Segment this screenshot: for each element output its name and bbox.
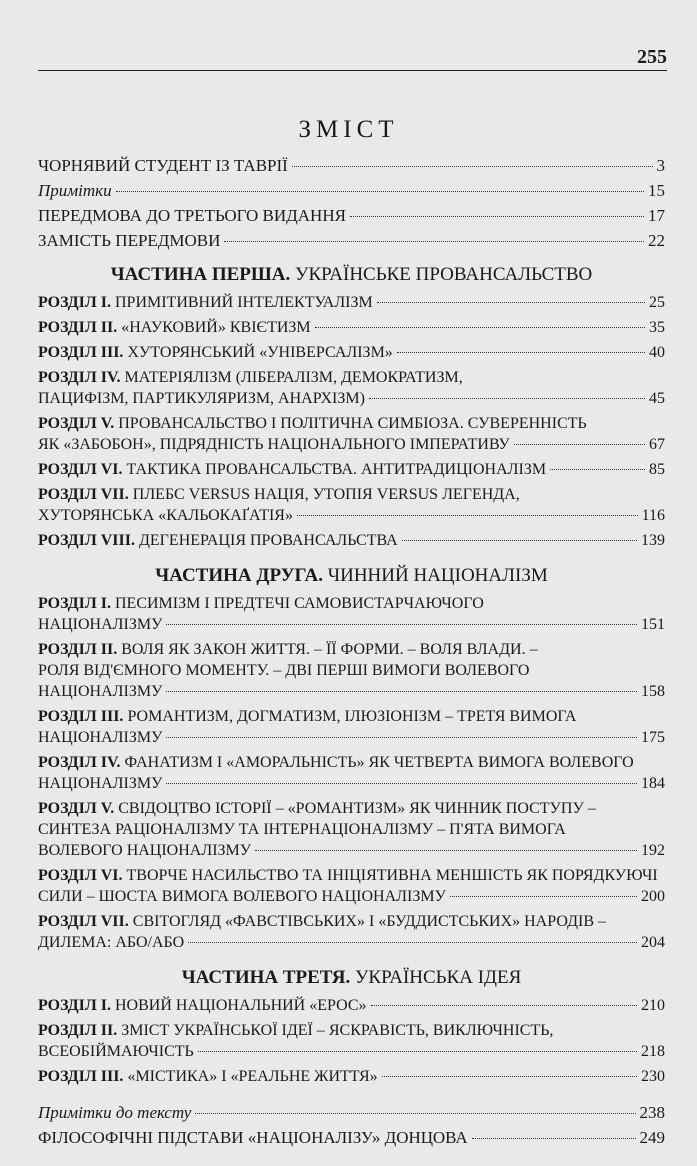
chapter-entry: [38, 595, 665, 641]
header-rule: [38, 70, 667, 71]
entry-page-number: 158: [641, 683, 665, 700]
chapter-entry: [38, 641, 665, 708]
dot-leader: [397, 352, 645, 353]
chapter-label: РОЗДІЛ VIII.: [38, 532, 135, 549]
entry-text: [38, 344, 393, 362]
part-label: ЧАСТИНА ДРУГА.: [155, 565, 324, 586]
toc-entry-line: [38, 532, 665, 557]
dot-leader: [116, 191, 644, 192]
chapter-title: НАЦІОНАЛІЗМУ: [38, 616, 163, 633]
chapter-label: РОЗДІЛ І.: [38, 294, 111, 311]
chapter-label: РОЗДІЛ VI.: [38, 461, 123, 478]
entry-text: [38, 888, 446, 906]
dot-leader: [166, 783, 637, 784]
chapter-title: НАЦІОНАЛІЗМУ: [38, 775, 163, 792]
entry-page-number: 204: [641, 934, 665, 951]
part-label: ЧАСТИНА ПЕРША.: [110, 264, 291, 285]
dot-leader: [166, 691, 637, 692]
dot-leader: [472, 1138, 636, 1139]
chapter-title: НАЦІОНАЛІЗМУ: [38, 729, 163, 746]
dot-leader: [550, 469, 645, 470]
toc-entry-line: [38, 319, 665, 344]
entry-text: [38, 390, 365, 408]
part-name: УКРАЇНСЬКА ІДЕЯ: [350, 967, 522, 988]
dot-leader: [255, 850, 637, 851]
chapter-title: ПАЦИФІЗМ, ПАРТИКУЛЯРИЗМ, АНАРХІЗМ): [38, 390, 365, 407]
entry-text: [38, 1043, 194, 1061]
chapter-title-line: [38, 913, 665, 934]
back-matter-entry: [38, 1103, 665, 1128]
toc-entry-line: [38, 461, 665, 486]
entry-text: [38, 842, 251, 860]
toc-entry-line: [38, 1068, 665, 1093]
dot-leader: [369, 398, 645, 399]
entry-text: [38, 181, 112, 201]
chapter-entry: [38, 294, 665, 319]
entry-title: ФІЛОСОФІЧНІ ПІДСТАВИ «НАЦІОНАЛІЗУ» ДОНЦОВА: [38, 1128, 468, 1147]
chapter-title: ПЛЕБС VERSUS НАЦІЯ, УТОПІЯ VERSUS ЛЕГЕНДА,: [128, 486, 520, 503]
entry-page-number: 249: [639, 1128, 665, 1147]
entry-text: [38, 231, 220, 251]
chapter-title: ПРОВАНСАЛЬСТВО І ПОЛІТИЧНА СИМБІОЗА. СУВЕРЕННІСТЬ: [114, 415, 587, 432]
dot-leader: [292, 166, 653, 167]
chapter-title: ДЕГЕНЕРАЦІЯ ПРОВАНСАЛЬСТВА: [134, 532, 398, 549]
front-matter-entry: [38, 206, 665, 231]
entry-page-number: 40: [649, 344, 665, 361]
chapter-title: СВІДОЦТВО ІСТОРІЇ – «РОМАНТИЗМ» ЯК ЧИННИК ПОСТУПУ –: [114, 800, 596, 817]
dot-leader: [297, 515, 638, 516]
toc-entry-line: [38, 997, 665, 1022]
chapter-entry: [38, 997, 665, 1022]
chapter-title: ТВОРЧЕ НАСИЛЬСТВО ТА ІНІЦІЯТИВНА МЕНШІСТЬ ЯК ПОРЯДКУЮЧІ: [122, 867, 658, 884]
dot-leader: [514, 444, 645, 445]
chapter-title-line: [38, 486, 665, 507]
entry-title: Примітки до тексту: [38, 1103, 192, 1122]
chapter-entry: [38, 708, 665, 754]
part-name: ЧИННИЙ НАЦІОНАЛІЗМ: [323, 565, 548, 586]
entry-page-number: 184: [641, 775, 665, 792]
entry-page-number: 200: [641, 888, 665, 905]
chapter-label: РОЗДІЛ V.: [38, 800, 115, 817]
entry-page-number: 116: [641, 507, 665, 524]
entry-page-number: 17: [648, 206, 665, 225]
toc-entry-line: [38, 616, 665, 641]
entry-title: Примітки: [38, 181, 112, 200]
entry-text: [38, 1128, 468, 1148]
chapter-label: РОЗДІЛ V.: [38, 415, 115, 432]
chapter-title-line: [38, 415, 665, 436]
chapter-label: РОЗДІЛ І.: [38, 595, 111, 612]
chapter-title-line: [38, 641, 665, 662]
toc-entry-line: [38, 934, 665, 959]
entry-page-number: 25: [649, 294, 665, 311]
toc-entry-line: [38, 888, 665, 913]
entry-text: [38, 319, 311, 337]
dot-leader: [315, 327, 645, 328]
chapter-entry: [38, 369, 665, 415]
chapter-entry: [38, 867, 665, 913]
chapter-title: СИЛИ – ШОСТА ВИМОГА ВОЛЕВОГО НАЦІОНАЛІЗМУ: [38, 888, 446, 905]
entry-title: ЧОРНЯВИЙ СТУДЕНТ ІЗ ТАВРІЇ: [38, 156, 288, 175]
entry-text: [38, 507, 293, 525]
chapter-title: НОВИЙ НАЦІОНАЛЬНИЙ «ЕРОС»: [110, 997, 367, 1014]
chapter-entry: [38, 913, 665, 959]
chapter-label: РОЗДІЛ VII.: [38, 486, 129, 503]
chapter-label: РОЗДІЛ VII.: [38, 913, 129, 930]
dot-leader: [382, 1076, 637, 1077]
chapter-entry: [38, 319, 665, 344]
back-matter-entry: [38, 1128, 665, 1153]
chapter-title: ВСЕОБІЙМАЮЧІСТЬ: [38, 1043, 194, 1060]
chapter-title: МАТЕРІЯЛІЗМ (ЛІБЕРАЛІЗМ, ДЕМОКРАТИЗМ,: [120, 369, 463, 386]
chapter-title: ЗМІСТ УКРАЇНСЬКОЇ ІДЕЇ – ЯСКРАВІСТЬ, ВИКЛЮЧНІСТЬ,: [117, 1022, 554, 1039]
dot-leader: [450, 896, 637, 897]
chapter-title-line: [38, 708, 665, 729]
chapter-label: РОЗДІЛ ІІ.: [38, 319, 118, 336]
chapter-title: РОМАНТИЗМ, ДОГМАТИЗМ, ІЛЮЗІОНІЗМ – ТРЕТЯ ВИМОГА: [123, 708, 577, 725]
toc-entry-line: [38, 507, 665, 532]
toc-entry-line: [38, 294, 665, 319]
entry-page-number: 15: [648, 181, 665, 200]
page-number: 255: [637, 46, 667, 68]
entry-page-number: 85: [649, 461, 665, 478]
toc-entry-line: [38, 842, 665, 867]
dot-leader: [166, 737, 637, 738]
part-heading: [38, 959, 665, 997]
part-name: УКРАЇНСЬКЕ ПРОВАНСАЛЬСТВО: [290, 264, 593, 285]
chapter-title: РОЛЯ ВІД'ЄМНОГО МОМЕНТУ. – ДВІ ПЕРШІ ВИМОГИ ВОЛЕВОГО: [38, 662, 530, 679]
chapter-entry: [38, 344, 665, 369]
toc-entry-line: [38, 436, 665, 461]
chapter-title: ФАНАТИЗМ І «АМОРАЛЬНІСТЬ» ЯК ЧЕТВЕРТА ВИМОГА ВОЛЕВОГО: [120, 754, 634, 771]
dot-leader: [198, 1051, 637, 1052]
chapter-entry: [38, 754, 665, 800]
entry-page-number: 45: [649, 390, 665, 407]
dot-leader: [371, 1005, 637, 1006]
entry-text: [38, 934, 184, 952]
chapter-title: СВІТОГЛЯД «ФАВСТІВСЬКИХ» І «БУДДИСТСЬКИХ» НАРОДІВ –: [128, 913, 606, 930]
entry-page-number: 22: [648, 231, 665, 250]
toc-entry-line: [38, 344, 665, 369]
entry-text: [38, 729, 162, 747]
entry-text: [38, 436, 510, 454]
chapter-label: РОЗДІЛ IV.: [38, 369, 121, 386]
chapter-title: ПРИМІТИВНИЙ ІНТЕЛЕКТУАЛІЗМ: [110, 294, 373, 311]
entry-text: [38, 461, 546, 479]
chapter-title: ХУТОРЯНСЬКИЙ «УНІВЕРСАЛІЗМ»: [123, 344, 393, 361]
chapter-title: «НАУКОВИЙ» КВІЄТИЗМ: [117, 319, 311, 336]
chapter-entry: [38, 415, 665, 461]
dot-leader: [350, 216, 644, 217]
entry-page-number: 238: [639, 1103, 665, 1122]
dot-leader: [224, 241, 644, 242]
chapter-label: РОЗДІЛ ІІІ.: [38, 344, 124, 361]
entry-page-number: 35: [649, 319, 665, 336]
chapter-title: НАЦІОНАЛІЗМУ: [38, 683, 163, 700]
toc-entry-line: [38, 729, 665, 754]
part-label: ЧАСТИНА ТРЕТЯ.: [181, 967, 351, 988]
chapter-label: РОЗДІЛ ІІІ.: [38, 708, 124, 725]
entry-text: [38, 775, 162, 793]
chapter-title-line: [38, 1022, 665, 1043]
dot-leader: [195, 1113, 635, 1114]
entry-text: [38, 206, 346, 226]
entry-text: [38, 1068, 378, 1086]
entry-page-number: 175: [641, 729, 665, 746]
entry-page-number: 218: [641, 1043, 665, 1060]
chapter-title-line: [38, 800, 665, 821]
entry-page-number: 192: [641, 842, 665, 859]
entry-page-number: 139: [641, 532, 665, 549]
chapter-title-line: [38, 754, 665, 775]
chapter-title-line: [38, 867, 665, 888]
chapter-title: ТАКТИКА ПРОВАНСАЛЬСТВА. АНТИТРАДИЦІОНАЛІЗМ: [122, 461, 547, 478]
chapter-title-line: [38, 821, 665, 842]
entry-text: [38, 294, 373, 312]
chapter-title-line: [38, 369, 665, 390]
chapter-entry: [38, 486, 665, 532]
front-matter-entry: [38, 156, 665, 181]
table-of-contents: [38, 156, 665, 1153]
part-heading: [38, 256, 665, 294]
toc-entry-line: [38, 683, 665, 708]
chapter-label: РОЗДІЛ IV.: [38, 754, 121, 771]
entry-page-number: 210: [641, 997, 665, 1014]
entry-page-number: 230: [641, 1068, 665, 1085]
chapter-title: СИНТЕЗА РАЦІОНАЛІЗМУ ТА ІНТЕРНАЦІОНАЛІЗМУ – П'ЯТА ВИМОГА: [38, 821, 566, 838]
chapter-entry: [38, 1068, 665, 1093]
chapter-title: ЯК «ЗАБОБОН», ПІДРЯДНІСТЬ НАЦІОНАЛЬНОГО ІМПЕРАТИВУ: [38, 436, 510, 453]
entry-page-number: 151: [641, 616, 665, 633]
toc-title: ЗМІСТ: [298, 116, 399, 143]
entry-text: [38, 1103, 191, 1123]
entry-title: ЗАМІСТЬ ПЕРЕДМОВИ: [38, 231, 221, 250]
toc-entry-line: [38, 775, 665, 800]
entry-text: [38, 156, 288, 176]
chapter-label: РОЗДІЛ І.: [38, 997, 111, 1014]
chapter-label: РОЗДІЛ ІІІ.: [38, 1068, 124, 1085]
chapter-title: ВОЛЯ ЯК ЗАКОН ЖИТТЯ. – ЇЇ ФОРМИ. – ВОЛЯ ВЛАДИ. –: [117, 641, 538, 658]
chapter-title: ПЕСИМІЗМ І ПРЕДТЕЧІ САМОВИСТАРЧАЮЧОГО: [110, 595, 484, 612]
front-matter-entry: [38, 231, 665, 256]
entry-page-number: 3: [656, 156, 665, 175]
dot-leader: [188, 942, 637, 943]
chapter-title-line: [38, 595, 665, 616]
entry-text: [38, 532, 398, 550]
chapter-label: РОЗДІЛ ІІ.: [38, 1022, 118, 1039]
dot-leader: [377, 302, 645, 303]
chapter-title: ДИЛЕМА: АБО/АБО: [38, 934, 185, 951]
chapter-title-line: [38, 662, 665, 683]
entry-text: [38, 997, 367, 1015]
dot-leader: [402, 540, 637, 541]
dot-leader: [166, 624, 637, 625]
toc-entry-line: [38, 390, 665, 415]
chapter-title: ХУТОРЯНСЬКА «КАЛЬОКАҐАТІЯ»: [38, 507, 293, 524]
front-matter-entry: [38, 181, 665, 206]
spacer: [38, 1093, 665, 1103]
chapter-title: «МІСТИКА» І «РЕАЛЬНЕ ЖИТТЯ»: [123, 1068, 378, 1085]
chapter-entry: [38, 532, 665, 557]
chapter-entry: [38, 1022, 665, 1068]
chapter-entry: [38, 461, 665, 486]
entry-page-number: 67: [649, 436, 665, 453]
entry-text: [38, 683, 162, 701]
toc-entry-line: [38, 1043, 665, 1068]
chapter-label: РОЗДІЛ ІІ.: [38, 641, 118, 658]
chapter-title: ВОЛЕВОГО НАЦІОНАЛІЗМУ: [38, 842, 252, 859]
entry-title: ПЕРЕДМОВА ДО ТРЕТЬОГО ВИДАННЯ: [38, 206, 346, 225]
chapter-label: РОЗДІЛ VI.: [38, 867, 123, 884]
chapter-entry: [38, 800, 665, 867]
part-heading: [38, 557, 665, 595]
entry-text: [38, 616, 162, 634]
